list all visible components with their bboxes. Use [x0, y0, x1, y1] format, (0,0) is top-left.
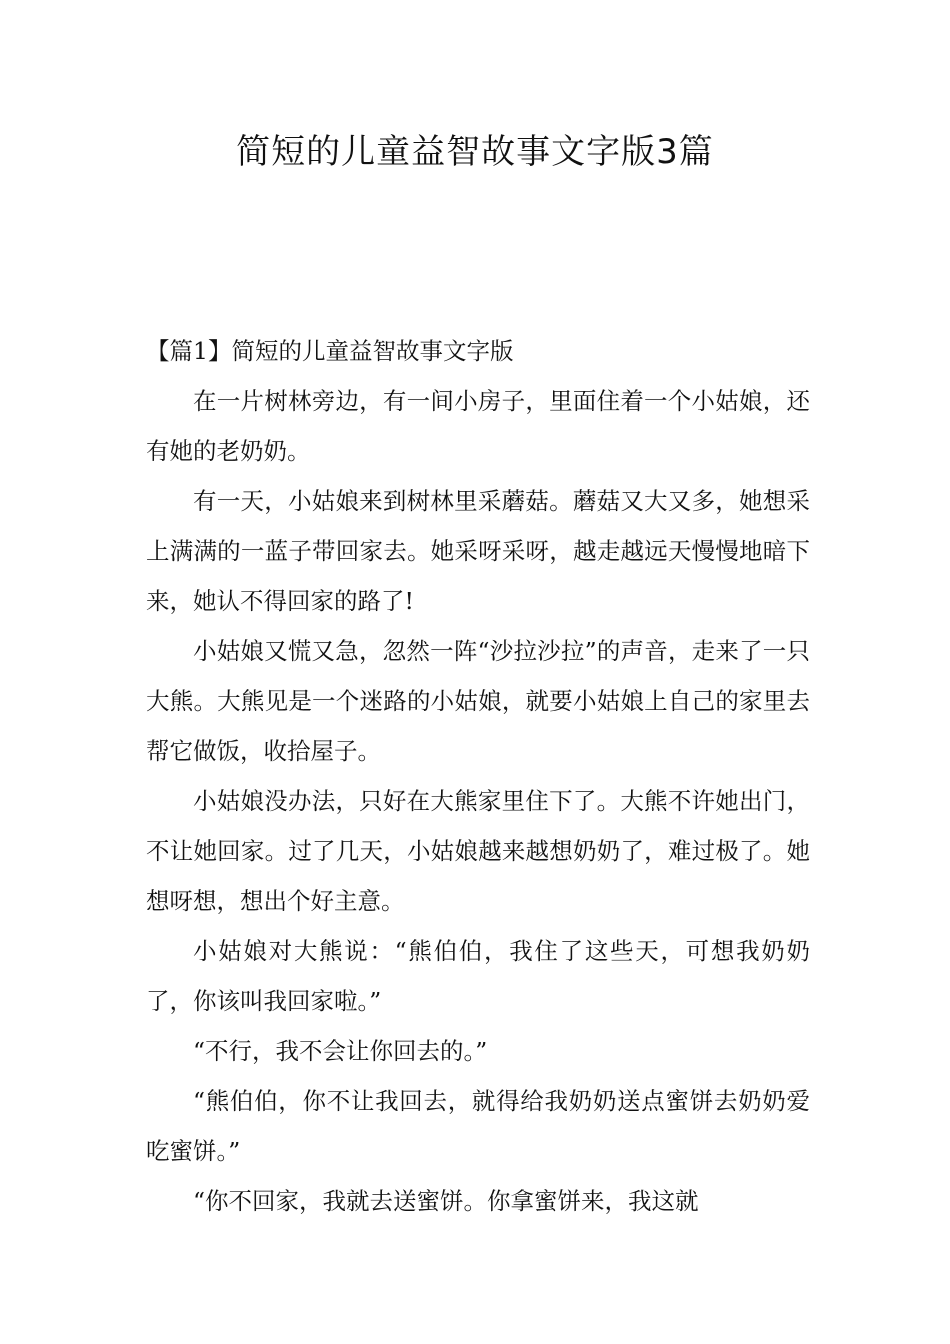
document-title: 简短的儿童益智故事文字版3篇	[236, 132, 714, 172]
paragraph: 小姑娘又慌又急，忽然一阵“沙拉沙拉”的声音，走来了一只大熊。大熊见是一个迷路的小姑娘，就要小姑娘上自己的家里去帮它做饭，收拾屋子。	[146, 637, 810, 765]
document-body	[146, 326, 810, 1226]
paragraph: 有一天，小姑娘来到树林里采蘑菇。蘑菇又大又多，她想采上满满的一蓝子带回家去。她采呀采呀，越走越远天慢慢地暗下来，她认不得回家的路了!	[146, 487, 810, 615]
paragraph: 在一片树林旁边，有一间小房子，里面住着一个小姑娘，还有她的老奶奶。	[146, 387, 810, 465]
paragraph: 小姑娘没办法，只好在大熊家里住下了。大熊不许她出门，不让她回家。过了几天，小姑娘越来越想奶奶了，难过极了。她想呀想，想出个好主意。	[146, 787, 810, 915]
paragraph: “不行，我不会让你回去的。”	[193, 1037, 488, 1065]
paragraph: “熊伯伯，你不让我回去，就得给我奶奶送点蜜饼去奶奶爱吃蜜饼。”	[146, 1087, 810, 1165]
section-heading: 【篇1】简短的儿童益智故事文字版	[146, 337, 514, 365]
paragraph: 小姑娘对大熊说：“熊伯伯，我住了这些天，可想我奶奶了，你该叫我回家啦。”	[146, 937, 810, 1015]
paragraph: “你不回家，我就去送蜜饼。你拿蜜饼来，我这就	[193, 1187, 699, 1215]
